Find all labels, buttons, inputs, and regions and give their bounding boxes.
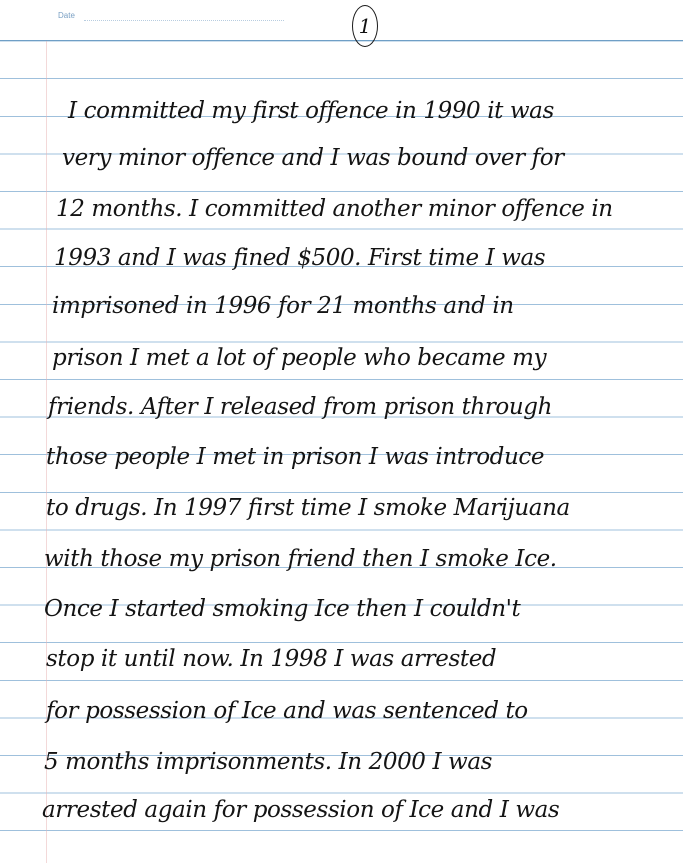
text-line: very minor offence and I was bound over for xyxy=(62,145,564,171)
date-line xyxy=(84,20,284,21)
date-label: Date xyxy=(58,11,75,20)
text-line: 1993 and I was fined $500. First time I was xyxy=(54,245,546,271)
text-line: friends. After I released from prison through xyxy=(48,394,553,420)
text-line: 12 months. I committed another minor offence in xyxy=(56,196,613,222)
text-line: to drugs. In 1997 first time I smoke Marijuana xyxy=(46,495,570,521)
text-line: with those my prison friend then I smoke Ice. xyxy=(44,546,557,572)
text-line: for possession of Ice and was sentenced to xyxy=(46,698,528,724)
text-line: Once I started smoking Ice then I couldn't xyxy=(44,596,521,622)
text-line: those people I met in prison I was introduce xyxy=(46,444,545,470)
page-number: 1 xyxy=(352,5,378,47)
text-line: I committed my first offence in 1990 it was xyxy=(68,98,554,124)
text-line: prison I met a lot of people who became my xyxy=(52,345,547,371)
text-line: 5 months imprisonments. In 2000 I was xyxy=(44,749,493,775)
text-line: stop it until now. In 1998 I was arrested xyxy=(46,646,497,672)
header-row xyxy=(0,0,683,41)
text-line: arrested again for possession of Ice and I was xyxy=(42,797,560,823)
text-line: imprisoned in 1996 for 21 months and in xyxy=(52,293,514,319)
